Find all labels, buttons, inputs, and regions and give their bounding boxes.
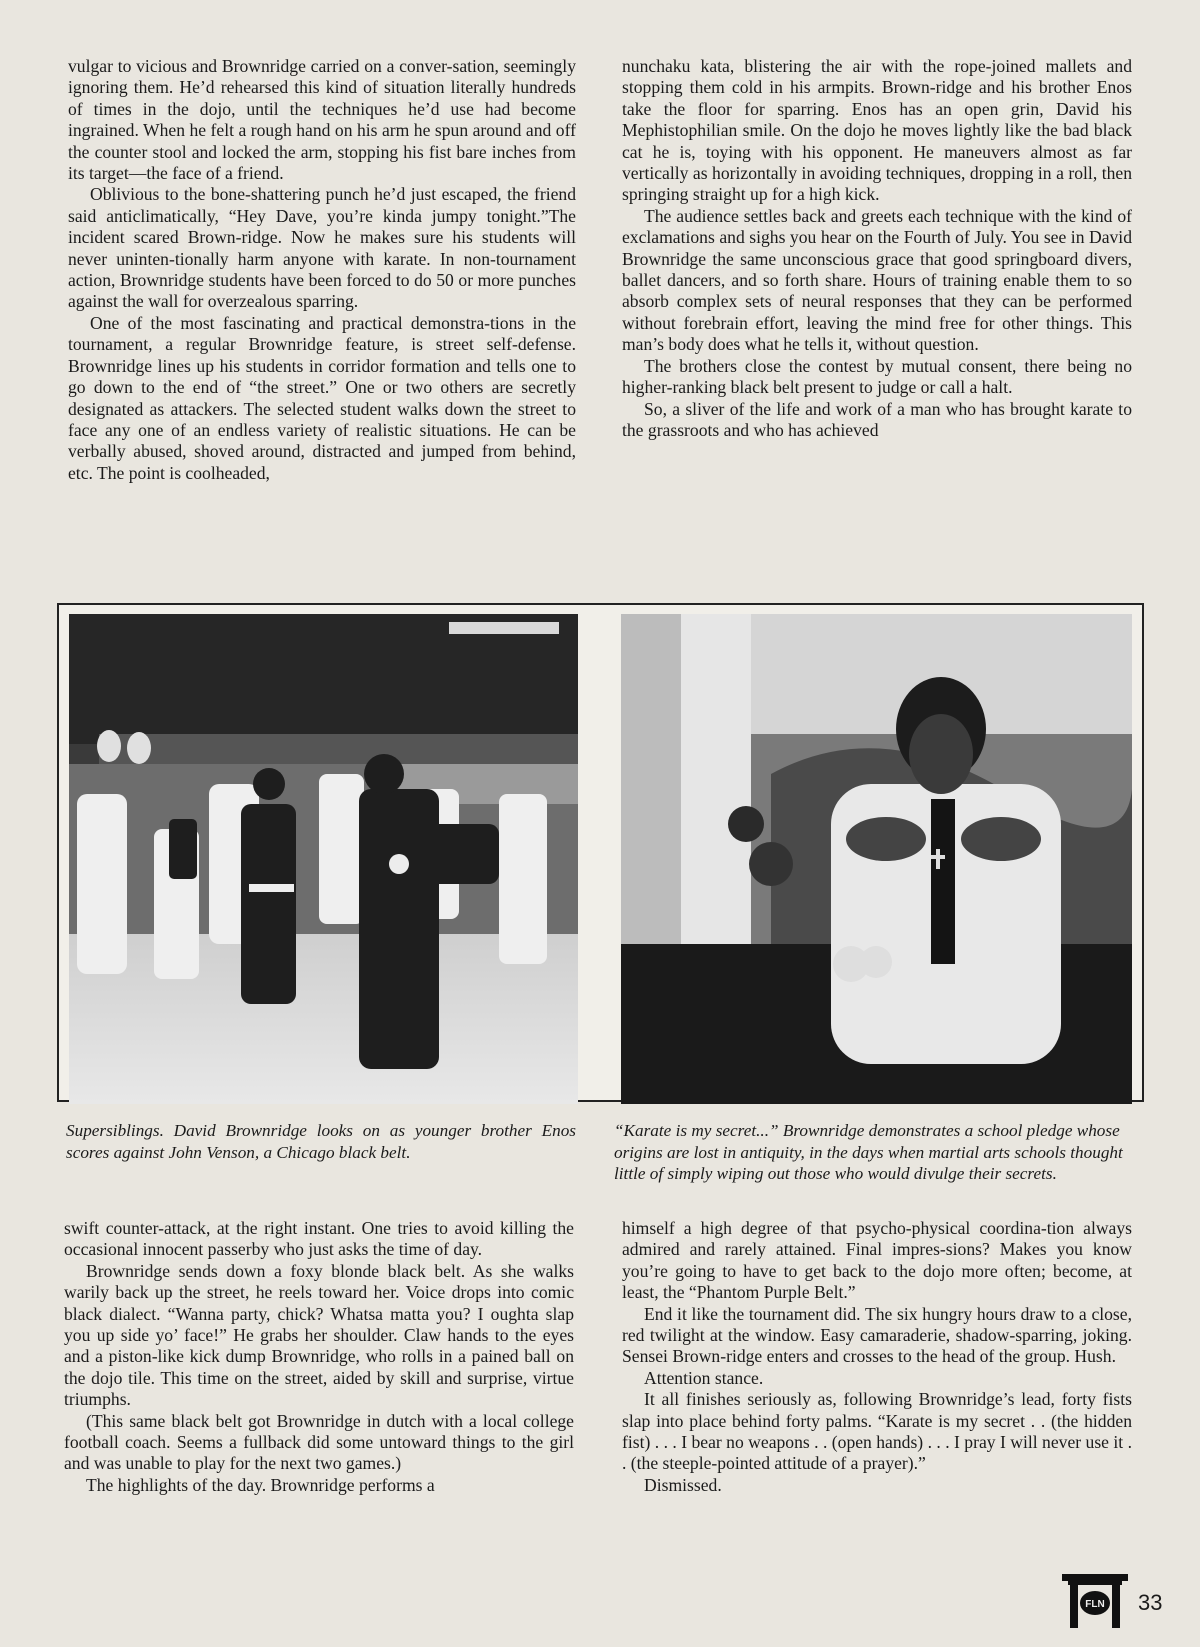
photo-brownridge-pledge: [621, 614, 1132, 1104]
paragraph: vulgar to vicious and Brownridge carried on a conver-sation, seemingly ignoring them. He’d rehearsed this kind of situation literally hundreds of times in the dojo, until the techniques he’d use had become ingrained. When he felt a rough hand on his arm he spun around and off the counter stool and locked the arm, stopping his fist bare inches from its target—the face of a friend.: [68, 56, 576, 184]
paragraph: Attention stance.: [644, 1367, 764, 1388]
article-column-bottom-left: [64, 1218, 574, 1496]
article-column-bottom-right: [622, 1218, 1132, 1496]
paragraph: One of the most fascinating and practical demonstra-tions in the tournament, a regular Brownridge feature, is street self-defense. Brownridge lines up his students in corridor formation and tells one to go down to the end of “the street.” One or two others are secretly designated as attackers. The selected student walks down the street to face any one of an endless variety of realistic situations. He can be verbally abused, shoved around, distracted and jumped from behind, etc. The point is coolheaded,: [68, 312, 576, 483]
paragraph: Oblivious to the bone-shattering punch he’d just escaped, the friend said anticlimatically, “Hey Dave, you’re kinda jumpy tonight.”The incident scared Brown-ridge. Now he makes sure his students will never uninten-tionally harm anyone with karate. In non-tournament action, Brownridge students have been forced to do 50 or more punches against the wall for overzealous sparring.: [68, 184, 576, 312]
paragraph: swift counter-attack, at the right instant. One tries to avoid killing the occasional innocent passerby who just asks the time of day.: [64, 1218, 574, 1260]
paragraph: The audience settles back and greets each technique with the kind of exclamations and sighs you hear on the Fourth of July. You see in David Brownridge the same unconscious grace that good springboard divers, ballet dancers, and so forth share. Hours of training enable them to so absorb complex sets of neural responses that they can be performed without forebrain effort, leaving the mind free for other things. This man’s body does what he tells it, without question.: [622, 205, 1132, 355]
magazine-torii-logo-icon: [1060, 1570, 1130, 1630]
page-number: 33: [1138, 1590, 1163, 1615]
photo-caption-left: Supersiblings. David Brownridge looks on as younger brother Enos scores against John Venson, a Chicago black belt.: [66, 1121, 576, 1162]
article-column-top-left: [68, 56, 576, 484]
photo-caption-right: “Karate is my secret...” Brownridge demonstrates a school pledge whose origins are lost in antiquity, in the days when martial arts schools thought little of simply wiping out those who would divulge their secrets.: [614, 1121, 1123, 1183]
paragraph: End it like the tournament did. The six hungry hours draw to a close, red twilight at the window. Easy camaraderie, shadow-sparring, joking. Sensei Brown-ridge enters and crosses to the head of the group. Hush.: [622, 1303, 1132, 1367]
page-footer: [1060, 1570, 1182, 1630]
paragraph: Brownridge sends down a foxy blonde black belt. As she walks warily back up the street, he reels toward her. Voice drops into comic black dialect. “Wanna party, chick? Whatsa matta you? I oughta slap you up side yo’ face!” He grabs her shoulder. Claw hands to the eyes and a piston-like kick dump Brownridge, who rolls in a pained ball on the dojo tile. This time on the street, aided by skill and surprise, virtue triumphs.: [64, 1260, 574, 1410]
paragraph: The highlights of the day. Brownridge performs a: [86, 1474, 435, 1495]
svg-text:FLN: FLN: [1085, 1599, 1105, 1610]
paragraph: himself a high degree of that psycho-physical coordina-tion always admired and rarely attained. Final impres-sions? Makes you know you’re going to have to get back to the dojo more often; become, at least, the “Phantom Purple Belt.”: [622, 1218, 1132, 1303]
paragraph: So, a sliver of the life and work of a man who has brought karate to the grassroots and who has achieved: [622, 398, 1132, 440]
paragraph: Dismissed.: [644, 1474, 722, 1495]
paragraph: (This same black belt got Brownridge in dutch with a local college football coach. Seems a fullback did some untoward things to the girl and was unable to play for the next two games.): [64, 1410, 574, 1474]
photo-sparring-match: [69, 614, 578, 1104]
paragraph: nunchaku kata, blistering the air with the rope-joined mallets and stopping them cold in his armpits. Brown-ridge and his brother Enos take the floor for sparring. Enos has an open grin, David his Mephistophilian smile. On the dojo he moves lightly like the bad black cat he is, toying with his opponent. He maneuvers almost as far vertically as horizontally in avoiding techniques, dropping in a roll, then springing straight up for a high kick.: [622, 56, 1132, 205]
photo-frame: [57, 603, 1144, 1102]
paragraph: The brothers close the contest by mutual consent, there being no higher-ranking black belt present to judge or call a halt.: [622, 355, 1132, 398]
article-column-top-right: [622, 56, 1132, 441]
paragraph: It all finishes seriously as, following Brownridge’s lead, forty fists slap into place behind forty palms. “Karate is my secret . . (the hidden fist) . . . I bear no weapons . . (open hands) . . . I pray I will never use it . . (the steeple-pointed attitude of a prayer).”: [622, 1389, 1132, 1474]
